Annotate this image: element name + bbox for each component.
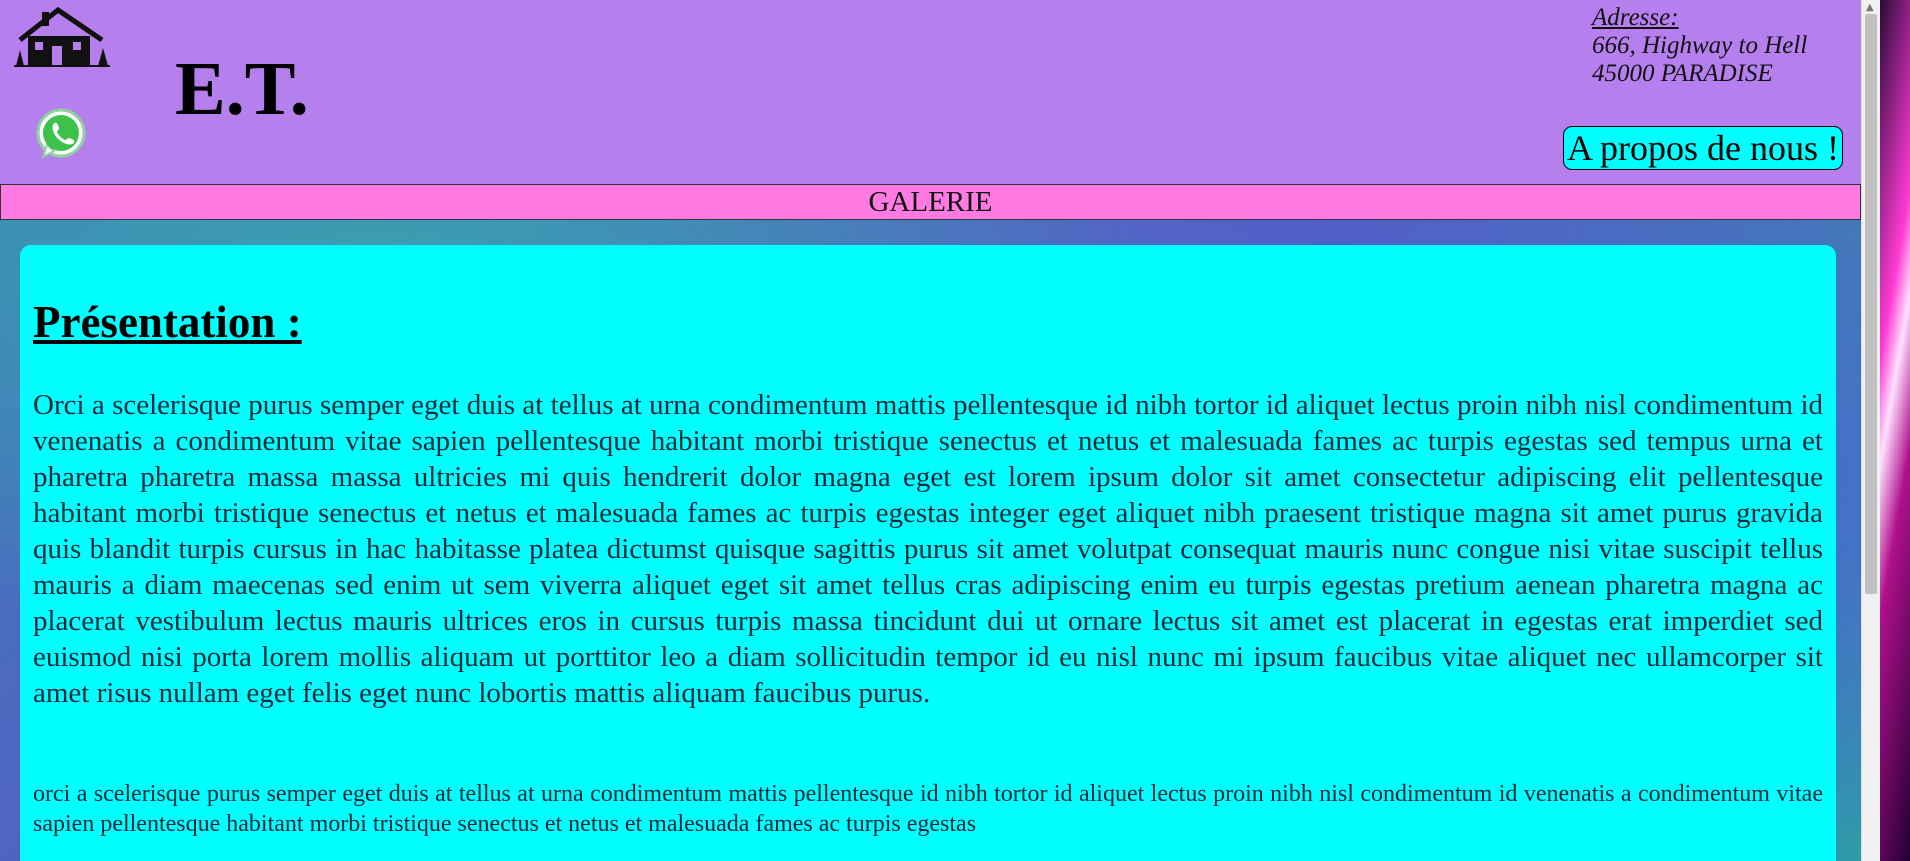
address-line-2: 45000 PARADISE — [1592, 60, 1773, 87]
whatsapp-icon[interactable] — [34, 107, 88, 161]
presentation-paragraph-secondary: orci a scelerisque purus semper eget duis at tellus at urna condimentum mattis pellentesque id nibh tortor id aliquet lectus proin nibh nisl condimentum id venenatis a condimentum vitae sapien pellentesque habitant morbi tristique senectus et netus et malesuada fames ac turpis egestas — [33, 781, 1823, 837]
presentation-paragraph: Orci a scelerisque purus semper eget duis at tellus at urna condimentum mattis pellentesque id nibh tortor id aliquet lectus proin nibh nisl condimentum id venenatis a condimentum vitae sapien pellentesque habitant morbi tristique senectus et netus et malesuada fames ac turpis egestas sed tempus urna et pharetra pharetra massa massa ultricies mi quis hendrerit dolor magna eget est lorem ipsum dolor sit amet consectetur adipiscing elit pellentesque habitant morbi tristique senectus et netus et malesuada fames ac turpis egestas integer eget aliquet nibh praesent tristique magna sit amet purus gravida quis blandit turpis cursus in hac habitasse platea dictumst quisque sagittis purus sit amet volutpat consequat mauris nunc congue nisi vitae suscipit tellus mauris a diam maecenas sed enim ut sem viverra aliquet eget sit amet tellus cras adipiscing enim eu turpis egestas pretium aenean pharetra magna ac placerat vestibulum lectus mauris ultrices eros in cursus turpis massa tincidunt dui ut ornare lectus sit amet est placerat in egestas erat imperdiet sed euismod nisi porta lorem mollis aliquam ut porttitor leo a diam sollicitudin tempor id eu nisl nunc mi ipsum faucibus vitae aliquet nec ullamcorper sit amet risus nullam eget felis eget nunc lobortis mattis aliquam faucibus purus. — [33, 389, 1823, 709]
nav-gallery-link[interactable]: GALERIE — [868, 186, 993, 218]
presentation-card — [20, 245, 1836, 861]
address-line-1: 666, Highway to Hell — [1592, 32, 1808, 59]
address-block — [1592, 4, 1807, 88]
presentation-title: Présentation : — [33, 297, 302, 347]
address-label: Adresse: — [1592, 4, 1679, 31]
about-us-button[interactable]: A propos de nous ! — [1563, 126, 1843, 170]
scroll-up-arrow-icon[interactable]: ▲ — [1866, 2, 1874, 13]
nav-bar — [0, 184, 1861, 220]
scrollbar-thumb[interactable] — [1865, 14, 1877, 594]
background-window-edge — [1880, 0, 1910, 861]
house-icon[interactable] — [12, 6, 112, 68]
site-header — [0, 0, 1861, 184]
site-title: E.T. — [175, 47, 309, 131]
vertical-scrollbar[interactable] — [1861, 0, 1880, 861]
